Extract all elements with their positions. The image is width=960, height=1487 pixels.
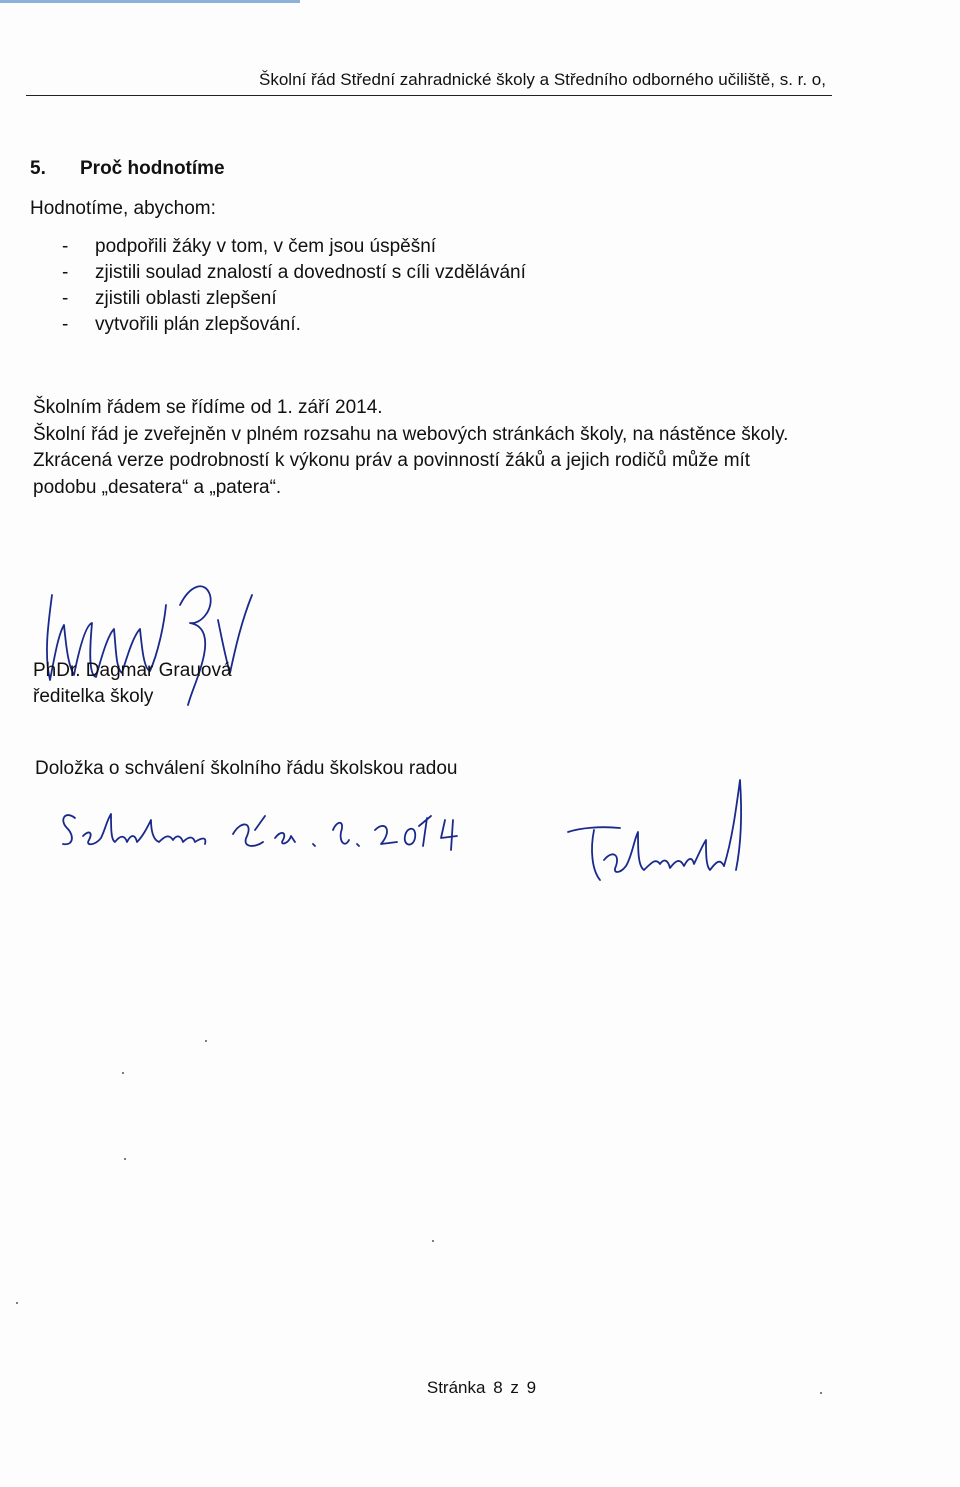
handwritten-approval: [55, 790, 475, 860]
running-header: Školní řád Střední zahradnické školy a Středního odborného učiliště, s. r. o,: [259, 70, 826, 89]
list-item: [62, 286, 526, 312]
list-marker: -: [62, 236, 69, 257]
page-footer: [0, 1378, 960, 1398]
signatory-name: PhDr. Dagmar Grauová: [33, 660, 232, 681]
list-item: [62, 260, 526, 286]
section-heading: [30, 158, 225, 180]
signatory-block: [33, 658, 232, 710]
paragraph-line: podobu „desatera“ a „patera“.: [33, 476, 282, 498]
page-of-label: z: [510, 1378, 519, 1397]
scan-speck: [205, 1040, 207, 1042]
scan-speck: [820, 1392, 822, 1394]
section-number: 5.: [30, 158, 46, 179]
signatory-role: ředitelka školy: [33, 686, 154, 707]
scan-edge-mark: [0, 0, 300, 3]
paragraph-line: Školním řádem se řídíme od 1. září 2014.: [33, 397, 383, 418]
list-item-text: zjistili oblasti zlepšení: [95, 288, 277, 309]
header-rule: [26, 95, 832, 96]
list-item: [62, 234, 526, 260]
paragraph-line: Školní řád je zveřejněn v plném rozsahu na webových stránkách školy, na nástěnce školy.: [33, 423, 789, 445]
section-title: Proč hodnotíme: [80, 158, 225, 179]
scan-speck: [124, 1158, 126, 1160]
list-item-text: podpořili žáky v tom, v čem jsou úspěšní: [95, 236, 437, 257]
scan-speck: [432, 1240, 434, 1242]
page-total: 9: [526, 1378, 537, 1397]
list-marker: -: [62, 288, 69, 309]
page-label: Stránka: [426, 1378, 486, 1397]
paragraph-line: Zkrácená verze podrobností k výkonu práv a povinností žáků a jejich rodičů může mít: [33, 450, 751, 471]
list-marker: -: [62, 262, 69, 283]
scan-speck: [16, 1302, 18, 1304]
list-item-text: vytvořili plán zlepšování.: [95, 314, 301, 335]
list-item-text: zjistili soulad znalostí a dovedností s cíli vzdělávání: [95, 262, 526, 283]
scan-speck: [122, 1072, 124, 1074]
goals-list: [62, 234, 526, 338]
validity-paragraph: [33, 395, 833, 501]
council-signature: [560, 770, 760, 890]
page-number: 8: [493, 1378, 503, 1397]
approval-clause: Doložka o schválení školního řádu školskou radou: [35, 758, 458, 779]
list-item: [62, 312, 526, 338]
list-marker: -: [62, 314, 69, 335]
section-intro: Hodnotíme, abychom:: [30, 198, 216, 219]
